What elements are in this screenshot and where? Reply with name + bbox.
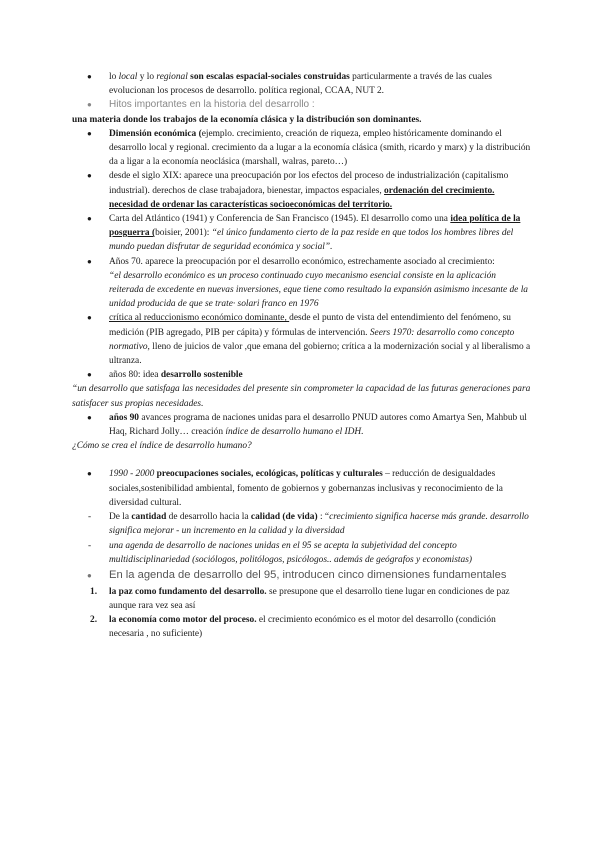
text: ¿Cómo se crea el índice de desarrollo humano? — [72, 441, 252, 452]
bullet-icon: ● — [87, 72, 92, 81]
text: preocupaciones sociales, ecológicas, políticas y culturales — [154, 469, 383, 480]
bullet-1990-2000 — [72, 467, 532, 510]
text: desarrollo sostenible — [160, 370, 243, 381]
bullet-icon: ● — [87, 469, 92, 479]
dash-item-agenda-95 — [72, 539, 532, 567]
text: “un desarrollo que satisfaga las necesidades del presente sin comprometer la capacidad de las futuras generaciones para satisfacer sus propias necesidades. — [72, 384, 531, 409]
bullet-anos-70 — [72, 255, 532, 312]
dash-marker: - — [88, 512, 92, 523]
bullet-siglo-xix — [72, 169, 532, 212]
bullet-carta-atlantico — [72, 212, 532, 255]
bullet-local-regional — [72, 70, 532, 98]
text: desde el punto de vista del entendimiento del fenómeno, su medición (PIB agregado, PIB per cápita) y fórmulas de intervención. — [109, 313, 511, 338]
numbered-item-2 — [72, 613, 532, 641]
paragraph-question — [72, 439, 532, 453]
bullet-icon: ● — [87, 100, 92, 110]
text: Carta del Atlántico (1941) y Conferencia de San Francisco (1945). El desarrollo como una — [109, 214, 451, 225]
text: particularmente a través de las cuales evolucionan los procesos de desarrollo. política regional, CCAA, NUT 2. — [109, 72, 492, 97]
bullet-icon: ● — [87, 570, 92, 580]
text: ordenación del crecimiento. necesidad de ordenar las características socioeconómicas del territorio. — [109, 185, 495, 210]
text: crecimiento significa hacerse más grande. desarrollo significa mejorar - un incremento en la calidad y la diversidad — [109, 512, 529, 537]
text: de desarrollo hacia la — [166, 512, 251, 523]
bullet-anos-90 — [72, 411, 532, 439]
text: años 80: idea — [109, 370, 161, 381]
text: calidad (de vida) — [250, 512, 318, 523]
number-marker: 1. — [90, 586, 98, 597]
text: la paz como fundamento del desarrollo. — [109, 586, 267, 597]
bullet-dimension-economica — [72, 127, 532, 170]
paragraph-materia — [72, 113, 532, 127]
bullet-cinco-dimensiones — [72, 569, 532, 583]
text: Años 70. aparece la preocupación por el desarrollo económico, estrechamente asociado al crecimiento: — [109, 256, 495, 267]
text: idea política de la posguerra ( — [109, 214, 521, 239]
text: local — [118, 72, 138, 82]
quote: “el desarrollo económico es un proceso continuado cuyo mecanismo esencial consiste en la aplicación reiterada de excedente en nuevas inversiones, eque tiene como resultado la expansión asimismo incesante de la unidad producida de que se trate· solari franco en 1976 — [109, 270, 528, 310]
text: lo — [109, 72, 119, 82]
text: Seers 1970: desarrollo como concepto normativo, — [109, 327, 515, 352]
text: regional — [156, 72, 188, 82]
text: el crecimiento económico es el motor del desarrollo (condición necesaria , no suficiente) — [109, 615, 496, 640]
bullet-icon: ● — [87, 256, 92, 266]
text: años 90 — [109, 412, 139, 423]
text: boisier, 2001): — [155, 228, 212, 239]
spacer — [72, 453, 532, 467]
text: desde el siglo XIX: aparece una preocupación por los efectos del proceso de industrialización (capitalismo industrial). derechos de clase trabajadora, bienestar, impactos espaciales, — [109, 171, 509, 196]
bullet-icon: ● — [87, 313, 92, 323]
text: Dimensión económica ( — [109, 128, 202, 139]
text: ejemplo. crecimiento, creación de riqueza, empleo históricamente dominando el desarrollo local y regional. crecimiento da a lugar a la economía clásica (smith, ricardo y marx) y la distribución da a ligar a la economía neoclásica (marshall, walras, pareto…) — [109, 128, 531, 168]
bullet-anos-80 — [72, 368, 532, 382]
text: son escalas espacial-sociales construidas — [187, 72, 350, 82]
bullet-icon: ● — [87, 214, 92, 224]
text: la economía como motor del proceso. — [109, 615, 257, 626]
bullet-hitos-heading — [72, 98, 532, 112]
dash-marker: - — [88, 540, 92, 551]
text: De la — [109, 512, 132, 523]
text: 1990 - 2000 — [109, 469, 155, 480]
text: “el único fundamento cierto de la paz reside en que todos los hombres libres del mundo puedan disfrutar de seguridad económica y social”. — [109, 228, 514, 253]
bullet-critica — [72, 311, 532, 368]
text: una agenda de desarrollo de naciones unidas en el 95 se acepta la subjetividad del concepto multidisciplinariedad (sociólogos, politólogos, psicólogos.. además de geógrafos y economistas) — [109, 540, 472, 565]
text: índice de desarrollo humano el IDH. — [225, 427, 364, 438]
document-body — [72, 70, 532, 642]
text: cantidad — [131, 512, 167, 523]
text: y lo — [137, 72, 157, 82]
dash-item-cantidad-calidad — [72, 510, 532, 538]
bullet-icon: ● — [87, 171, 92, 181]
text: – reducción de desigualdades sociales,sostenibilidad ambiental, fomento de gobiernos y gobernanzas inclusivas y reconocimiento de la diversidad cultural. — [109, 469, 503, 508]
text: Hitos importantes en la historia del desarrollo : — [109, 99, 315, 111]
bullet-icon: ● — [87, 412, 92, 422]
text: lleno de juicios de valor ,que emana del gobierno; crítica a la modernización social y al liberalismo a ultranza. — [109, 341, 531, 367]
text: : “ — [317, 512, 330, 523]
number-marker: 2. — [90, 615, 98, 626]
bullet-icon: ● — [87, 370, 92, 380]
text: En la agenda de desarrollo del 95, introducen cinco dimensiones fundamentales — [109, 568, 507, 581]
numbered-item-1 — [72, 585, 532, 613]
paragraph-definicion-sostenible — [72, 382, 532, 410]
bullet-icon: ● — [87, 128, 92, 138]
text: avances programa de naciones unidas para el desarrollo PNUD autores como Amartya Sen, Mahbub ul Haq, Richard Jolly… creación — [109, 412, 527, 438]
text: crítica al reduccionismo económico dominante, — [109, 313, 290, 324]
text: una materia donde los trabajos de la economía clásica y la distribución son dominantes. — [72, 114, 422, 125]
text: se presupone que el desarrollo tiene lugar en condiciones de paz aunque rara vez sea así — [109, 586, 510, 611]
